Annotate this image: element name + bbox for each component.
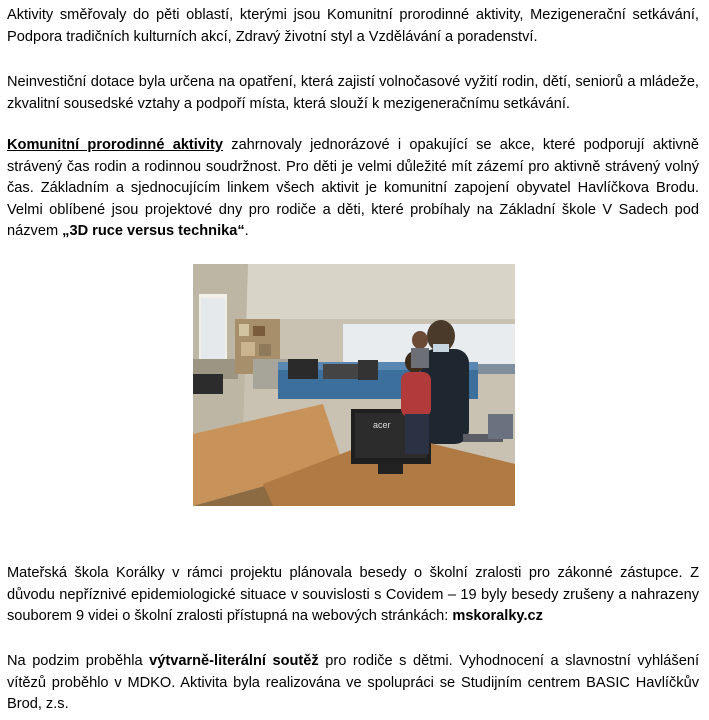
paragraph-activity-areas: Aktivity směřovaly do pěti oblastí, kterými jsou Komunitní prorodinné aktivity, Mezigenerační setkávání, Podpora tradičních kulturních akcí, Zdravý životní styl a Vzdělávání a poradenství. — [7, 7, 699, 45]
kindergarten-website: mskoralky.cz — [452, 608, 543, 624]
paragraph-grant-purpose: Neinvestiční dotace byla určena na opatření, která zajistí volnočasové vyžití rodin, dětí, seniorů a mládeže, zkvalitní sousedské vztahy a podpoří místa, která slouží k mezigeneračnímu setkávání. — [7, 74, 699, 112]
project-name: „3D ruce versus technika“ — [62, 223, 245, 239]
competition-name: výtvarně-literální soutěž — [149, 653, 319, 669]
community-activities-text: zahrnovaly jednorázové i opakující se akce, které podporují aktivně strávený čas rodin a rodinnou soudržnost. Pro děti je velmi důležité mít zázemí pro aktivně strávený volný čas. Základním a sjednocujícím linkem všech aktivit je komunitní zapojení obyvatel Havlíčkova Brodu. Velmi oblíbené jsou projektové dny pro rodiče a děti, které probíhaly na Základní škole V Sadech pod názvem — [7, 137, 700, 239]
community-activities-end: . — [244, 223, 249, 239]
competition-text: pro rodiče s dětmi. Vyhodnocení a slavnostní vyhlášení vítězů proběhlo v MDKO. Aktivita byla realizována ve spolupráci se Studijním centrem BASIC Havlíčkův Brod, z.s. — [7, 653, 699, 712]
paragraph-competition — [7, 651, 699, 716]
monitor-brand: acer — [373, 420, 391, 430]
kindergarten-text: Mateřská škola Korálky v rámci projektu plánovala besedy o školní zralosti pro zákonné zástupce. Z důvodu nepříznivé epidemiologické situace v souvislosti s Covidem – 19 byly besedy zrušeny a nahrazeny souborem 9 videi o školní zralosti přístupná na webových stránkách: — [7, 565, 699, 624]
paragraph-community-activities — [7, 135, 699, 243]
competition-start: Na podzim proběhla — [7, 653, 150, 669]
community-activities-heading: Komunitní prorodinné aktivity — [7, 137, 223, 153]
paragraph-kindergarten — [7, 563, 699, 628]
classroom-photo — [193, 264, 515, 506]
